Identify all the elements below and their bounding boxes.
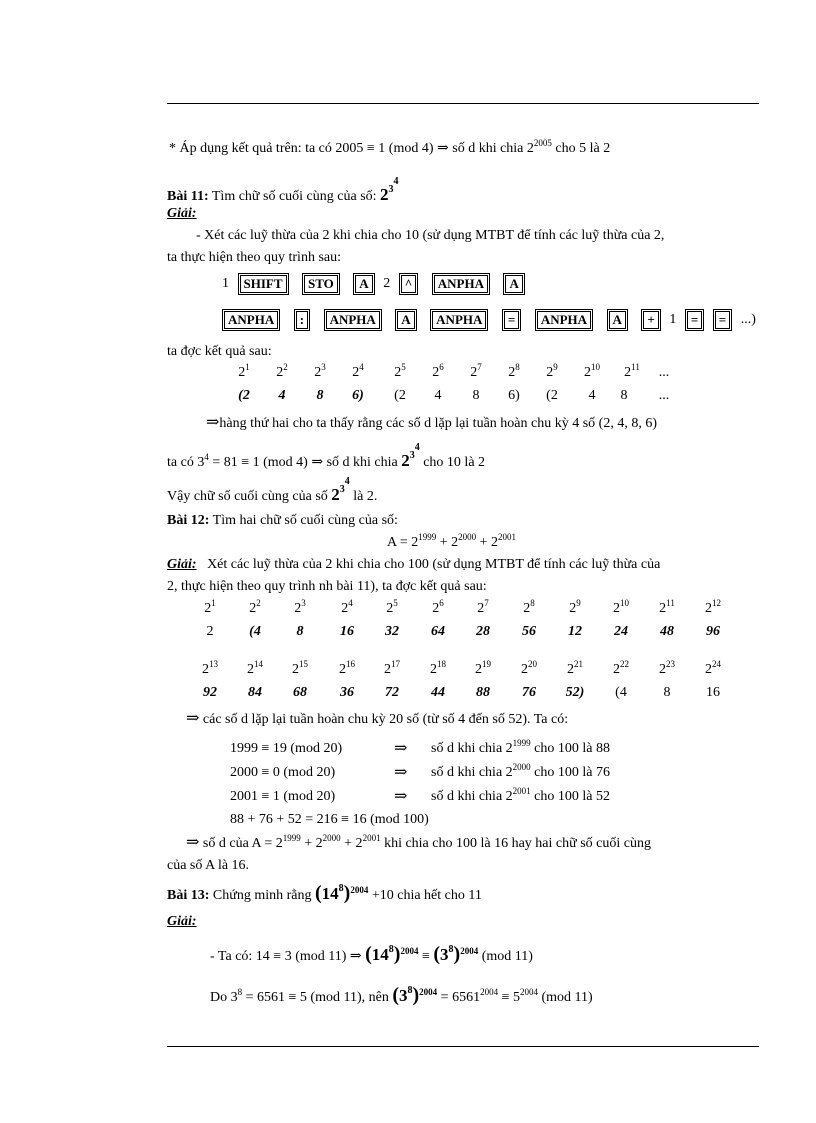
congruence-row: 2000 ≡ 0 (mod 20) [230,765,336,780]
key-equals: = [685,309,704,331]
table-cell: 28 [476,624,490,639]
table-cell: 84 [248,685,262,700]
key-colon: : [294,309,310,331]
bai12-p2: 2, thực hiện theo quy trình nh bài 11), ta đợc kết quả sau: [167,579,487,594]
key-caret: ^ [399,273,419,295]
congruence-result: số d khi chia $2^{1999}$ cho 100 là 88 [431,738,610,756]
table-cell: $2^{14}$ [247,659,263,677]
key-a: A [395,309,416,331]
table-cell: 72 [385,685,399,700]
table-cell: 6) [352,388,364,403]
table-cell: $2^9$ [569,598,581,616]
table-cell: 2 [206,624,214,639]
table-cell: $2^5$ [394,362,406,380]
table-cell: $2^2$ [249,598,261,616]
key-anpha: ANPHA [222,309,280,331]
table-cell: 88 [476,685,490,700]
bai11-p2: ta thực hiện theo quy trình sau: [167,250,341,265]
table-cell: 4 [434,388,442,403]
table-cell: $2^3$ [314,362,326,380]
congruence-result: số d khi chia $2^{2001}$ cho 100 là 52 [431,786,610,804]
table-cell: 6) [508,388,520,403]
intro-line: * Áp dụng kết quả trên: ta có 2005 ≡ 1 (mod 4) ⇒ số d khi chia $2^{2005}$ cho 5 là 2 [169,138,611,156]
table-cell: (2 [238,388,250,403]
table-cell: $2^{16}$ [339,659,355,677]
table-cell: 12 [568,624,582,639]
table-cell: $2^8$ [508,362,520,380]
bai12-p1: Giải: Xét các luỹ thừa của 2 khi chia cho 100 (sử dụng MTBT để tính các luỹ thừa của [167,557,661,572]
table-cell: $2^{15}$ [292,659,308,677]
table-cell: 56 [522,624,536,639]
key-sequence-row1: 1 SHIFT STO A 2 ^ ANPHA A [222,273,530,295]
table-cell: 48 [660,624,674,639]
table-cell: 8 [316,388,324,403]
bottom-rule [167,1046,759,1047]
bai12-conclusion-2: của số A là 16. [167,858,250,873]
table-cell: $2^5$ [386,598,398,616]
congruence-result: số d khi chia $2^{2000}$ cho 100 là 76 [431,762,610,780]
table-cell: 92 [203,685,217,700]
key-sequence-row2: ANPHA : ANPHA A ANPHA = ANPHA A + 1 = = ...) [222,309,756,331]
table-cell: $2^1$ [238,362,250,380]
congruence-arrow: ⇒ [394,740,408,757]
table-cell: (2 [394,388,406,403]
table-cell: $2^{18}$ [430,659,446,677]
table-cell: 68 [293,685,307,700]
key-a: A [503,273,524,295]
key-a: A [607,309,628,331]
key-a: A [353,273,374,295]
table-cell: 64 [431,624,445,639]
top-rule [167,103,759,104]
bai13-heading: Bài 13: Chứng minh rằng $(14^8)^{2004} +10$ chia hết cho 11 [167,882,482,904]
key-anpha: ANPHA [324,309,382,331]
congruence-row: 2001 ≡ 1 (mod 20) [230,789,336,804]
table-cell: $2^7$ [477,598,489,616]
bai11-giai: Giải: [167,206,197,221]
key-equals: = [502,309,521,331]
bai11-result-intro: ta đợc kết quả sau: [167,344,272,359]
table-cell: $2^1$ [204,598,216,616]
key-anpha: ANPHA [430,309,488,331]
table-cell: 96 [706,624,720,639]
bai12-formula: $A = 2^{1999} + 2^{2000} + 2^{2001}$ [387,532,517,550]
table-cell: $2^7$ [470,362,482,380]
bai11-p1: - Xét các luỹ thừa của 2 khi chia cho 10 (sử dụng MTBT để tính các luỹ thừa của 2, [196,228,665,243]
table-cell: 4 [588,388,596,403]
table-cell: $2^{22}$ [613,659,629,677]
table-cell: $2^6$ [432,598,444,616]
bai11-conclusion: ⇒hàng thứ hai cho ta thấy rằng các số d lặp lại tuần hoàn chu kỳ 4 số (2, 4, 8, 6) [206,414,657,431]
table-cell: $2^2$ [276,362,288,380]
table-cell: ... [658,365,670,380]
table-cell: $2^{21}$ [567,659,583,677]
table-cell: 8 [663,685,671,700]
bai12-giai: Giải: [167,557,197,572]
table-cell: $2^{24}$ [705,659,721,677]
table-cell: (2 [546,388,558,403]
table-cell: $2^{12}$ [705,598,721,616]
bai11-final: Vậy chữ số cuối cùng của số $2^{3^4}$ là 2. [167,476,378,504]
congruence-arrow: ⇒ [394,764,408,781]
key-plus: + [641,309,660,331]
table-cell: 8 [472,388,480,403]
table-cell: $2^3$ [294,598,306,616]
table-cell: $2^{13}$ [202,659,218,677]
bai13-line1: - Ta có: 14 ≡ 3 (mod 11) ⇒ $(14^8)^{2004} \equiv (3^8)^{2004}$ (mod 11) [210,943,533,965]
bai13-line2: Do $3^8 = 6561 \equiv 5$ (mod 11), nên $(3^8)^{2004} = 6561^{2004} \equiv 5^{2004}$ (mod 11) [210,984,593,1006]
congruence-arrow: ⇒ [394,788,408,805]
sum-line: 88 + 76 + 52 = 216 ≡ 16 (mod 100) [230,812,429,827]
bai11-line3: ta có $3^4 = 81 \equiv 1$ (mod 4) ⇒ số d khi chia $2^{3^4}$ cho 10 là 2 [167,442,486,470]
table-cell: 24 [614,624,628,639]
table-cell: 4 [278,388,286,403]
table-cell: $2^{10}$ [584,362,600,380]
table-cell: (4 [249,624,261,639]
table-cell: $2^4$ [341,598,353,616]
key-anpha: ANPHA [535,309,593,331]
table-cell: $2^{11}$ [624,362,640,380]
table-cell: 8 [620,388,628,403]
table-cell: $2^4$ [352,362,364,380]
table-cell: $2^{20}$ [521,659,537,677]
table-cell: ... [658,388,670,403]
bai11-heading: Bài 11: Tìm chữ số cuối cùng của số: $2^{3^4}$ [167,176,399,204]
bai12-cycle: ⇒ các số d lặp lại tuần hoàn chu kỳ 20 số (từ số 4 đến số 52). Ta có: [186,710,569,727]
table-cell: 16 [706,685,720,700]
bai13-giai: Giải: [167,914,197,929]
table-cell: $2^{10}$ [613,598,629,616]
table-cell: $2^8$ [523,598,535,616]
table-cell: $2^{11}$ [659,598,675,616]
table-cell: $2^6$ [432,362,444,380]
table-cell: 32 [385,624,399,639]
table-cell: 76 [522,685,536,700]
table-cell: 8 [296,624,304,639]
table-cell: (4 [615,685,627,700]
table-cell: $2^{17}$ [384,659,400,677]
key-sto: STO [302,273,340,295]
bai12-heading: Bài 12: Tìm hai chữ số cuối cùng của số: [167,513,398,528]
key-equals: = [713,309,732,331]
bai12-conclusion-1: ⇒ số d của $A = 2^{1999} + 2^{2000} + 2^{2001}$ khi chia cho 100 là 16 hay hai chữ số cuối cùng [186,833,651,851]
table-cell: 36 [340,685,354,700]
congruence-row: 1999 ≡ 19 (mod 20) [230,741,343,756]
table-cell: 16 [340,624,354,639]
table-cell: 52) [565,685,585,700]
key-shift: SHIFT [238,273,289,295]
table-cell: $2^{23}$ [659,659,675,677]
key-anpha: ANPHA [432,273,490,295]
table-cell: $2^9$ [546,362,558,380]
table-cell: 44 [431,685,445,700]
table-cell: $2^{19}$ [475,659,491,677]
